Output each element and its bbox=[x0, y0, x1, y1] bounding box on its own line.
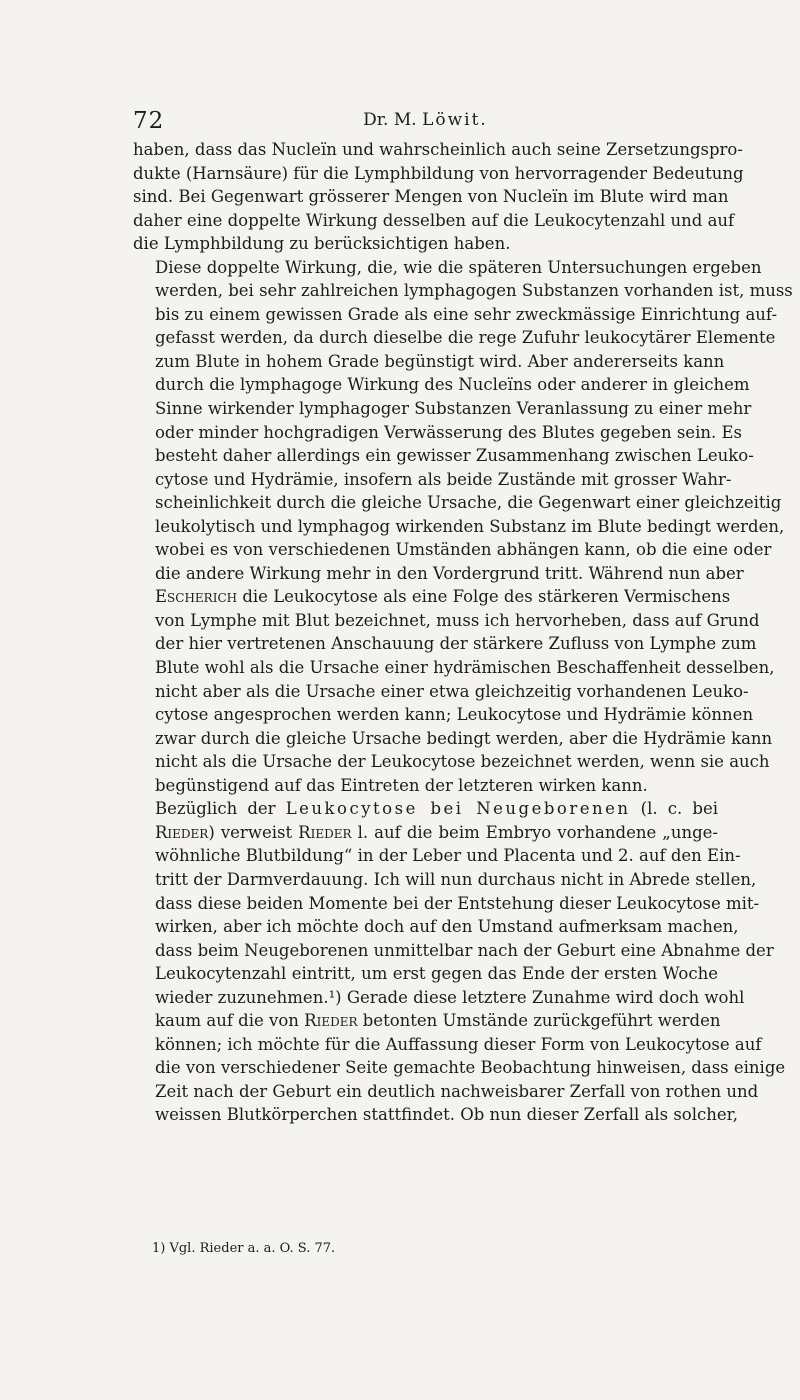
page-header bbox=[133, 108, 718, 136]
text-line: Bezüglich der Leukocytose bei Neugeborenen (l. c. bei bbox=[155, 799, 718, 819]
text-line: scheinlichkeit durch die gleiche Ursache, die Gegenwart einer gleichzeitig bbox=[155, 493, 782, 513]
text-line: nicht aber als die Ursache einer etwa gleichzeitig vorhandenen Leuko- bbox=[155, 681, 749, 701]
text-line: Rieder) verweist Rieder l. auf die beim Embryo vorhandene „unge- bbox=[155, 822, 719, 842]
text-line: oder minder hochgradigen Verwässerung des Blutes gegeben sein. Es bbox=[155, 422, 742, 442]
text-line: Diese doppelte Wirkung, die, wie die späteren Untersuchungen ergeben bbox=[155, 257, 762, 277]
text-line: zwar durch die gleiche Ursache bedingt werden, aber die Hydrämie kann bbox=[155, 728, 773, 748]
text-line: daher eine doppelte Wirkung desselben auf die Leukocytenzahl und auf bbox=[133, 210, 735, 230]
author-name: Rieder bbox=[298, 822, 352, 842]
author-name: Rieder bbox=[155, 822, 209, 842]
footnote bbox=[152, 1241, 335, 1256]
text-line: cytose und Hydrämie, insofern als beide Zustände mit grosser Wahr- bbox=[155, 469, 732, 489]
text-line: tritt der Darmverdauung. Ich will nun durchaus nicht in Abrede stellen, bbox=[155, 869, 757, 889]
text-line: können; ich möchte für die Auffassung dieser Form von Leukocytose auf bbox=[155, 1034, 762, 1054]
paragraph bbox=[133, 138, 744, 256]
text-line: die andere Wirkung mehr in den Vordergrund tritt. Während nun aber bbox=[155, 563, 744, 583]
text-line: dass beim Neugeborenen unmittelbar nach der Geburt eine Abnahme der bbox=[155, 940, 774, 960]
text-line: Escherich die Leukocytose als eine Folge des stärkeren Vermischens bbox=[155, 587, 731, 607]
text-line: zum Blute in hohem Grade begünstigt wird. Aber andererseits kann bbox=[155, 351, 725, 371]
text-line: begünstigend auf das Eintreten der letzteren wirken kann. bbox=[155, 775, 648, 795]
body-text bbox=[133, 138, 793, 1127]
emphasis: Leukocytose bei Neugeborenen bbox=[285, 799, 631, 819]
text-line: wirken, aber ich möchte doch auf den Umstand aufmerksam machen, bbox=[155, 917, 739, 937]
paragraph bbox=[133, 797, 786, 1127]
text-line: besteht daher allerdings ein gewisser Zusammenhang zwischen Leuko- bbox=[155, 446, 754, 466]
text-line: werden, bei sehr zahlreichen lymphagogen Substanzen vorhanden ist, muss bbox=[155, 281, 793, 301]
text-line: wobei es von verschiedenen Umständen abhängen kann, ob die eine oder bbox=[155, 540, 772, 560]
running-head bbox=[133, 110, 718, 130]
text-line: wöhnliche Blutbildung“ in der Leber und Placenta und 2. auf den Ein- bbox=[155, 846, 741, 866]
text-line: haben, dass das Nucleïn und wahrscheinlich auch seine Zersetzungspro- bbox=[133, 140, 743, 159]
text-line: wieder zuzunehmen.¹) Gerade diese letztere Zunahme wird doch wohl bbox=[155, 987, 745, 1007]
text-line: Leukocytenzahl eintritt, um erst gegen das Ende der ersten Woche bbox=[155, 964, 718, 984]
text-line: der hier vertretenen Anschauung der stärkere Zufluss von Lymphe zum bbox=[155, 634, 757, 654]
text-line: kaum auf die von Rieder betonten Umstände zurückgeführt werden bbox=[155, 1011, 721, 1031]
running-head-prefix: Dr. M. bbox=[363, 110, 417, 130]
text-line: Zeit nach der Geburt ein deutlich nachweisbarer Zerfall von rothen und bbox=[155, 1081, 759, 1101]
text-line: nicht als die Ursache der Leukocytose bezeichnet werden, wenn sie auch bbox=[155, 752, 770, 772]
text-line: dukte (Harnsäure) für die Lymphbildung von hervorragender Bedeutung bbox=[133, 163, 744, 183]
text-line: dass diese beiden Momente bei der Entstehung dieser Leukocytose mit- bbox=[155, 893, 760, 913]
running-head-author: Löwit. bbox=[422, 110, 488, 130]
page-number: 72 bbox=[133, 108, 165, 134]
text-line: bis zu einem gewissen Grade als eine sehr zweckmässige Einrichtung auf- bbox=[155, 304, 778, 324]
text-line: Blute wohl als die Ursache einer hydrämischen Beschaffenheit desselben, bbox=[155, 658, 775, 678]
text-line: die von verschiedener Seite gemachte Beobachtung hinweisen, dass einige bbox=[155, 1058, 786, 1078]
text-line: Sinne wirkender lymphagoger Substanzen Veranlassung zu einer mehr bbox=[155, 399, 752, 419]
text-line: durch die lymphagoge Wirkung des Nucleïns oder anderer in gleichem bbox=[155, 375, 750, 395]
text-line: die Lymphbildung zu berücksichtigen haben. bbox=[133, 234, 511, 254]
text-line: sind. Bei Gegenwart grösserer Mengen von Nucleïn im Blute wird man bbox=[133, 187, 729, 207]
text-line: von Lymphe mit Blut bezeichnet, muss ich hervorheben, dass auf Grund bbox=[155, 610, 760, 630]
text-line: cytose angesprochen werden kann; Leukocytose und Hydrämie können bbox=[155, 705, 754, 725]
paragraph bbox=[133, 256, 793, 798]
text-line: weissen Blutkörperchen stattfindet. Ob nun dieser Zerfall als solcher, bbox=[155, 1105, 738, 1125]
author-name: Rieder bbox=[304, 1011, 358, 1031]
footnote-text: 1) Vgl. Rieder a. a. O. S. 77. bbox=[152, 1241, 336, 1256]
text-line: leukolytisch und lymphagog wirkenden Substanz im Blute bedingt werden, bbox=[155, 516, 785, 536]
text-line: gefasst werden, da durch dieselbe die rege Zufuhr leukocytärer Elemente bbox=[155, 328, 776, 348]
author-name: Escherich bbox=[155, 587, 238, 607]
